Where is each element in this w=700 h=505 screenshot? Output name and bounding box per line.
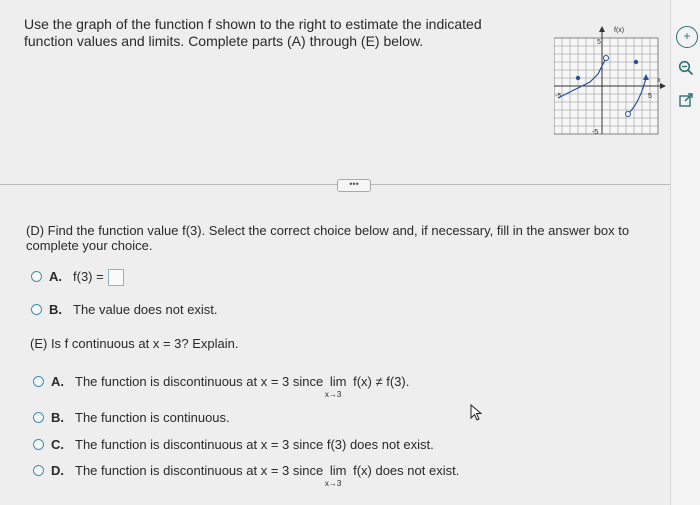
part-e-choice-d-limit (324, 463, 347, 488)
part-e-choice-b-text: The function is continuous. (75, 410, 230, 425)
lim-word: lim (329, 374, 347, 389)
function-graph[interactable] (554, 22, 666, 140)
graph-x-label: x (657, 77, 661, 84)
zoom-in-icon[interactable]: + (676, 26, 698, 48)
part-e-choice-b-radio[interactable] (33, 412, 44, 423)
part-d-choice-b-radio[interactable] (31, 304, 42, 315)
part-d-choice-a (73, 269, 124, 286)
lim-word: lim (329, 463, 347, 478)
part-e-choice-c-radio[interactable] (33, 439, 44, 450)
part-e-choice-d-letter: D. (51, 463, 64, 478)
graph-y-top-tick: 5 (597, 39, 601, 46)
mouse-cursor-icon (470, 404, 484, 422)
part-d-choice-a-text: f(3) = (73, 269, 104, 284)
popout-icon[interactable] (677, 92, 695, 110)
graph-open-point (604, 56, 609, 61)
f3-answer-box[interactable] (108, 269, 124, 286)
graph-x-left-tick: -5 (555, 93, 562, 100)
part-e-choice-c-letter: C. (51, 437, 64, 452)
part-d-choice-a-radio[interactable] (31, 271, 42, 282)
part-e-choice-d-pre: The function is discontinuous at x = 3 since (75, 463, 324, 478)
part-e-choice-a-radio[interactable] (33, 376, 44, 387)
instructions-line2: function values and limits. Complete parts (A) through (E) below. (24, 33, 424, 49)
expand-button[interactable]: ••• (337, 179, 371, 192)
graph-x-right-tick: 5 (648, 93, 652, 100)
graph-x-arrow (660, 83, 666, 89)
part-d-prompt-line1: (D) Find the function value f(3). Select the correct choice below and, if necessary, fill in the answer box to (26, 223, 630, 238)
part-e-prompt: (E) Is f continuous at x = 3? Explain. (30, 336, 239, 351)
part-d-prompt-line2: complete your choice. (26, 238, 153, 253)
graph-y-bottom-tick: -5 (592, 129, 599, 136)
instructions (24, 16, 494, 50)
section-divider (0, 184, 670, 185)
part-e-choice-d (75, 463, 460, 488)
part-e-choice-c-text: The function is discontinuous at x = 3 since f(3) does not exist. (75, 437, 434, 452)
part-d-choice-b-text: The value does not exist. (73, 302, 218, 317)
part-e-choice-a (75, 374, 410, 399)
part-e-choice-d-radio[interactable] (33, 465, 44, 476)
part-e-choice-a-letter: A. (51, 374, 64, 389)
instructions-line1: Use the graph of the function f shown to the right to estimate the indicated (24, 16, 482, 32)
lim-subscript: x→3 (324, 390, 342, 399)
part-d-choice-b-letter: B. (49, 302, 62, 317)
part-e-choice-d-post: f(x) does not exist. (353, 463, 460, 478)
part-e-choice-b-letter: B. (51, 410, 64, 425)
lim-subscript: x→3 (324, 479, 342, 488)
graph-y-arrow (599, 26, 605, 32)
graph-open-point-right (626, 112, 631, 117)
part-e-choice-a-post: f(x) ≠ f(3). (353, 374, 410, 389)
graph-fx-label: f(x) (614, 27, 625, 34)
part-d-prompt (26, 223, 646, 253)
part-d-choice-a-letter: A. (49, 269, 62, 284)
part-e-choice-a-pre: The function is discontinuous at x = 3 since (75, 374, 324, 389)
part-e-choice-a-limit (324, 374, 347, 399)
graph-closed-point-right (634, 60, 638, 64)
graph-closed-point-left (576, 76, 580, 80)
zoom-out-icon[interactable] (677, 60, 695, 78)
